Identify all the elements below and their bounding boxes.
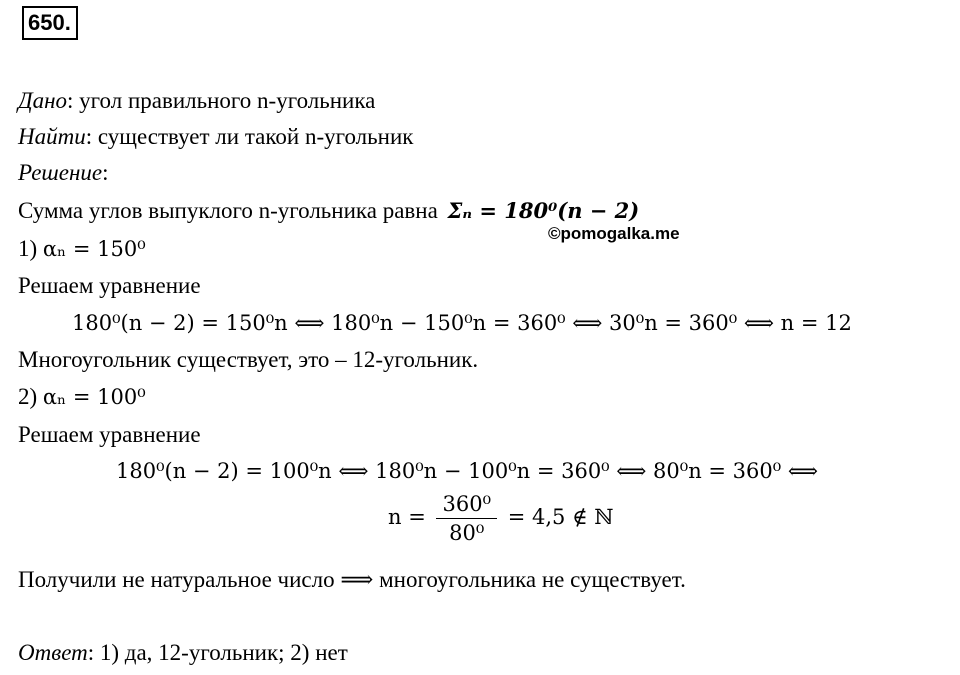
answer-text: : 1) да, 12-угольник; 2) нет: [87, 640, 348, 665]
fraction-lhs: n =: [388, 505, 426, 529]
sum-line: [18, 196, 639, 226]
problem-number: 650.: [22, 6, 78, 40]
given-label: Дано: [18, 88, 68, 113]
sum-text: Сумма углов выпуклого n-угольника равна: [18, 198, 438, 223]
case2-solve-text: Решаем уравнение: [18, 422, 201, 447]
case2-condition: αₙ = 100⁰: [42, 385, 146, 409]
case1-conclusion: Многоугольник существует, это – 12-угольник.: [18, 347, 479, 372]
solution-label: Решение: [18, 160, 103, 185]
given-line: [18, 86, 375, 116]
fraction-rhs: = 4,5 ∉ ℕ: [507, 505, 614, 529]
sum-formula: Σₙ = 180⁰(n − 2): [447, 198, 640, 223]
answer-line: [18, 638, 348, 668]
solution-colon: :: [102, 160, 109, 185]
fraction: [436, 492, 497, 545]
case2-label: 2): [18, 384, 38, 409]
given-text: : угол правильного n-угольника: [67, 88, 376, 113]
fraction-numerator: 360⁰: [436, 492, 497, 519]
case2-equation: 180⁰(n − 2) = 100⁰n ⟺ 180⁰n − 100⁰n = 360⁰ ⟺ 80⁰n = 360⁰ ⟺: [116, 459, 818, 483]
case1-equation: 180⁰(n − 2) = 150⁰n ⟺ 180⁰n − 150⁰n = 360⁰ ⟺ 30⁰n = 360⁰ ⟺ n = 12: [72, 311, 852, 335]
case2-fraction-line: [388, 492, 613, 545]
solution-line: [18, 158, 109, 188]
case1-condition: αₙ = 150⁰: [42, 237, 146, 261]
fraction-denominator: 80⁰: [449, 521, 485, 545]
find-text: : существует ли такой n-угольник: [85, 124, 414, 149]
find-line: [18, 122, 413, 152]
watermark: ©pomogalka.me: [548, 224, 680, 243]
case1-condition-line: [18, 234, 146, 264]
case1-solve-text: Решаем уравнение: [18, 273, 201, 298]
case2-condition-line: [18, 382, 146, 412]
answer-label: Ответ: [18, 640, 88, 665]
case2-conclusion: Получили не натуральное число ⟹ многоугольника не существует.: [18, 567, 686, 592]
find-label: Найти: [18, 124, 86, 149]
case1-label: 1): [18, 236, 38, 261]
